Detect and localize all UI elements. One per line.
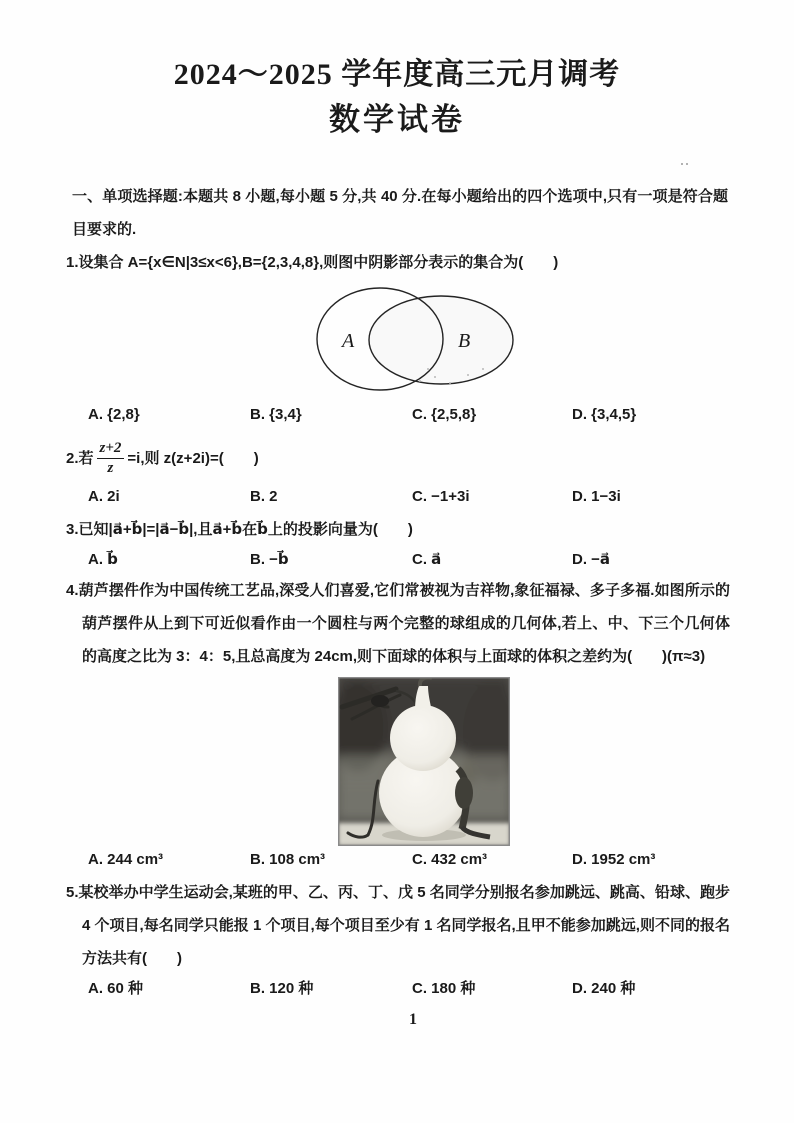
question-2-text-prefix: 若 — [78, 449, 94, 467]
venn-svg — [300, 281, 530, 401]
exam-subtitle: 数学试卷 — [329, 102, 465, 137]
question-2-option-a: A. 2i — [88, 488, 120, 505]
question-2-options — [88, 483, 754, 511]
question-5-options — [88, 975, 754, 1003]
fraction — [97, 440, 125, 476]
question-1-options — [88, 401, 754, 429]
venn-circle-b — [369, 296, 513, 384]
question-4-number: 4. — [66, 582, 79, 599]
gourd-photo — [338, 677, 794, 846]
question-3-option-c: C. a⃗ — [412, 551, 442, 568]
question-1-stem — [66, 246, 730, 279]
question-3-option-b: B. −b⃗ — [250, 551, 289, 568]
question-4-stem — [66, 574, 730, 673]
question-2-option-c: C. −1+3i — [412, 488, 470, 505]
question-4-option-c: C. 432 cm³ — [412, 851, 488, 868]
question-5-number: 5. — [66, 884, 79, 901]
question-5-option-d: D. 240 种 — [572, 980, 636, 997]
question-1-option-c: C. {2,5,8} — [412, 406, 477, 423]
question-2-text-suffix: =i,则 z(z+2i)=( ) — [127, 449, 259, 467]
question-5-option-c: C. 180 种 — [412, 980, 476, 997]
question-1-number: 1. — [66, 254, 79, 271]
question-5-stem — [66, 876, 730, 975]
question-3-option-d: D. −a⃗ — [572, 551, 611, 568]
scan-artifact — [681, 163, 693, 166]
question-5-option-b: B. 120 种 — [250, 980, 314, 997]
question-4-option-b: B. 108 cm³ — [250, 851, 326, 868]
question-4-options — [88, 846, 754, 874]
venn-label-b: B — [458, 330, 471, 352]
fraction-numerator: z+2 — [97, 440, 125, 459]
question-4-text: 葫芦摆件作为中国传统工艺品,深受人们喜爱,它们常被视为吉祥物,象征福禄、多子多福.如图所示的葫芦摆件从上到下可近似看作由一个圆柱与两个完整的球组成的几何体,若上、中、下三个几何体的高度之比为 3：4：5,且总高度为 24cm,则下面球的体积与上面球的体积之差约为( )(π≈3) — [78, 582, 730, 665]
question-3-options — [88, 546, 754, 574]
question-1-option-b: B. {3,4} — [250, 406, 302, 423]
question-5-option-a: A. 60 种 — [88, 980, 144, 997]
question-2-option-b: B. 2 — [250, 488, 278, 505]
question-3-stem — [66, 513, 730, 546]
question-2-number: 2. — [66, 449, 79, 467]
question-1-text: 设集合 A={x∈N|3≤x<6},B={2,3,4,8},则图中阴影部分表示的集合为( ) — [78, 254, 559, 271]
exam-title: 2024～2025 学年度高三元月调考 — [173, 58, 621, 91]
question-3-text: 已知|a⃗+b⃗|=|a⃗−b⃗|,且a⃗+b⃗在b⃗上的投影向量为( ) — [78, 521, 413, 538]
gourd-photo-svg — [338, 677, 510, 846]
question-5-text: 某校举办中学生运动会,某班的甲、乙、丙、丁、戊 5 名同学分别报名参加跳远、跳高、铅球、跑步 4 个项目,每名同学只能报 1 个项目,每个项目至少有 1 名同学报名,且甲不能参加跳远,则不同的报名方法共有( ) — [78, 884, 730, 967]
question-1-option-d: D. {3,4,5} — [572, 406, 637, 423]
venn-label-a: A — [342, 330, 355, 352]
question-1-option-a: A. {2,8} — [88, 406, 140, 423]
page-number: 1 — [409, 1011, 417, 1028]
question-2-stem — [66, 433, 730, 483]
venn-diagram — [300, 281, 794, 401]
question-3-option-a: A. b⃗ — [88, 551, 118, 568]
question-2-option-d: D. 1−3i — [572, 488, 621, 505]
section-heading: 一、单项选择题:本题共 8 小题,每小题 5 分,共 40 分.在每小题给出的四个选项中,只有一项是符合题目要求的. — [72, 188, 728, 238]
question-3-number: 3. — [66, 521, 79, 538]
question-4-option-d: D. 1952 cm³ — [572, 851, 656, 868]
fraction-denominator: z — [107, 459, 114, 476]
question-4-option-a: A. 244 cm³ — [88, 851, 164, 868]
